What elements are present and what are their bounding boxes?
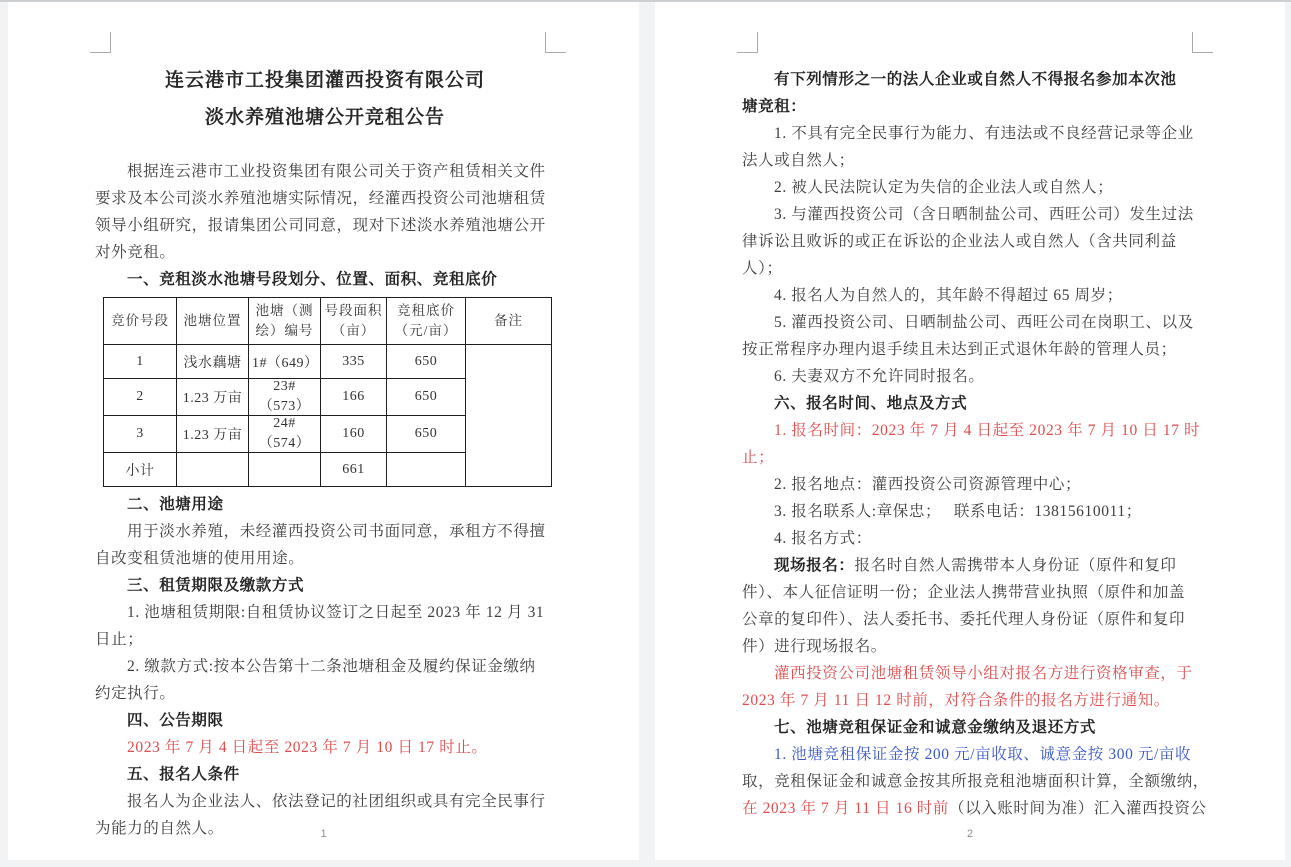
doc-line [742, 498, 1202, 525]
doc-run: 要求及本公司淡水养殖池塘实际情况，经灌西投资公司池塘租赁 [95, 190, 546, 207]
doc-run: 为能力的自然人。 [95, 820, 224, 837]
doc-run: 3. 与灌西投资公司（含日晒制盐公司、西旺公司）发生过法 [774, 206, 1194, 223]
section-heading [95, 707, 555, 734]
doc-title: 淡水养殖池塘公开竞租公告 [204, 107, 445, 128]
doc-run: 三、租赁期限及缴款方式 [127, 577, 305, 594]
doc-run: 2. 缴款方式:按本公告第十二条池塘租金及履约保证金缴纳 [127, 658, 536, 675]
doc-line [742, 471, 1202, 498]
table-cell: 335 [321, 345, 387, 379]
doc-line [742, 363, 1202, 390]
doc-run: 领导小组研究，报请集团公司同意，现对下述淡水养殖池塘公开 [95, 217, 546, 234]
section-heading [742, 390, 1202, 417]
doc-line [742, 660, 1202, 687]
spacer [95, 136, 555, 158]
section-heading [95, 266, 555, 293]
table-cell: 650 [387, 345, 466, 379]
doc-line [742, 768, 1209, 795]
doc-line [742, 633, 1202, 660]
table-cell [387, 453, 466, 487]
doc-line [742, 120, 1202, 147]
doc-line [742, 93, 1202, 120]
doc-line [95, 788, 555, 815]
doc-run: 自改变租赁池塘的使用用途。 [95, 550, 305, 567]
doc-run: 4. 报名方式： [774, 530, 872, 547]
doc-line [742, 66, 1202, 93]
table-cell: 650 [387, 379, 466, 416]
table-header-cell: 池塘（测绘）编号 [249, 298, 321, 345]
doc-run: 四、公告期限 [127, 712, 224, 729]
doc-line [742, 309, 1202, 336]
doc-line [742, 282, 1202, 309]
doc-line [742, 336, 1202, 363]
doc-run: 公章的复印件）、法人委托书、委托代理人身份证（原件和复印 [742, 611, 1186, 628]
doc-run: 按正常程序办理内退手续且未达到正式退休年龄的管理人员； [742, 341, 1177, 358]
doc-line [742, 741, 1202, 768]
doc-run: 1. 不具有完全民事行为能力、有违法或不良经营记录等企业 [774, 125, 1194, 142]
doc-run: 1. 池塘竞租保证金按 200 元/亩收取、诚意金按 300 元/亩收 [774, 746, 1192, 763]
doc-run: 现场报名： [774, 557, 855, 574]
table-cell: 小计 [104, 453, 177, 487]
pond-table [103, 297, 552, 487]
section-heading [95, 761, 555, 788]
doc-line [95, 626, 555, 653]
table-cell [249, 453, 321, 487]
doc-line [742, 174, 1202, 201]
doc-run: 报名人为企业法人、依法登记的社团组织或具有完全民事行 [127, 793, 546, 810]
table-cell: 3 [104, 416, 177, 453]
doc-line [742, 255, 1202, 282]
table-cell: 160 [321, 416, 387, 453]
doc-line [95, 545, 555, 572]
table-cell: 1#（649） [249, 345, 321, 379]
table-header-cell: 号段面积（亩） [321, 298, 387, 345]
doc-line [742, 147, 1202, 174]
doc-run: 日止； [95, 631, 144, 648]
doc-run: 5. 灌西投资公司、日晒制盐公司、西旺公司在岗职工、以及 [774, 314, 1194, 331]
doc-run: 七、池塘竞租保证金和诚意金缴纳及退还方式 [774, 719, 1097, 736]
doc-line [95, 653, 555, 680]
doc-line [95, 518, 555, 545]
section-heading [95, 572, 555, 599]
doc-line [742, 579, 1202, 606]
table-cell: 浅水藕塘 [177, 345, 249, 379]
doc-run: 约定执行。 [95, 685, 176, 702]
doc-run: 对外竞租。 [95, 244, 176, 261]
doc-line [95, 680, 555, 707]
doc-line [742, 228, 1202, 255]
table-header-cell: 竞价号段 [104, 298, 177, 345]
page-number: 2 [966, 828, 974, 840]
table-cell: 24#（574） [249, 416, 321, 453]
doc-run: 灌西投资公司池塘租赁领导小组对报名方进行资格审查，于 [774, 665, 1193, 682]
page-number: 1 [320, 828, 327, 840]
doc-run: 6. 夫妻双方不允许同时报名。 [774, 368, 985, 385]
document-page-1 [8, 2, 639, 860]
section-heading [95, 491, 555, 518]
doc-run: 1. 报名时间：2023 年 7 月 4 日起至 2023 年 7 月 10 日 17 时 [774, 422, 1201, 439]
doc-line [742, 417, 1202, 444]
doc-line [742, 606, 1202, 633]
doc-line [742, 201, 1202, 228]
doc-line [95, 185, 555, 212]
doc-run: 4. 报名人为自然人的，其年龄不得超过 65 周岁； [774, 287, 1123, 304]
doc-run: 3. 报名联系人:章保忠； 联系电话：13815610011； [774, 503, 1142, 520]
doc-run: 五、报名人条件 [127, 766, 240, 783]
doc-run: （以入账时间为准）汇入灌西投资公 [948, 800, 1207, 817]
section-heading [742, 714, 1202, 741]
doc-run: 件）、本人征信证明一份；企业法人携带营业执照（原件和加盖 [742, 584, 1186, 601]
table-cell [177, 453, 249, 487]
doc-run: 有下列情形之一的法人企业或自然人不得报名参加本次池 [774, 71, 1177, 88]
doc-line [95, 212, 555, 239]
doc-line [95, 158, 555, 185]
doc-run: 报名时自然人需携带本人身份证（原件和复印 [854, 557, 1177, 574]
doc-run: 1. 池塘租赁期限:自租赁协议签订之日起至 2023 年 12 月 31 [127, 604, 545, 621]
doc-line [95, 599, 555, 626]
doc-run: 塘竞租： [742, 98, 807, 115]
table-cell: 23#（573） [249, 379, 321, 416]
doc-run: 六、报名时间、地点及方式 [774, 395, 968, 412]
table-cell: 1 [104, 345, 177, 379]
table-cell: 661 [321, 453, 387, 487]
page-1-content [95, 2, 555, 842]
doc-run: 二、池塘用途 [127, 496, 224, 513]
doc-line [742, 444, 1202, 471]
table-cell: 166 [321, 379, 387, 416]
doc-line [742, 552, 1202, 579]
doc-line [95, 239, 555, 266]
doc-run: 2023 年 7 月 4 日起至 2023 年 7 月 10 日 17 时止。 [127, 739, 488, 756]
table-cell: 1.23 万亩 [177, 416, 249, 453]
page-2-content [742, 2, 1209, 822]
doc-run: 律诉讼且败诉的或正在诉讼的企业法人或自然人（含共同利益 [742, 233, 1177, 250]
doc-title: 连云港市工投集团灌西投资有限公司 [164, 70, 485, 91]
doc-run: 件）进行现场报名。 [742, 638, 887, 655]
table-row [104, 345, 552, 379]
doc-line [95, 734, 555, 761]
doc-line [742, 795, 1207, 822]
table-header-cell: 池塘位置 [177, 298, 249, 345]
table-header-row [104, 298, 552, 345]
doc-run: 人）； [742, 260, 783, 277]
table-cell: 1.23 万亩 [177, 379, 249, 416]
doc-run: 2. 报名地点：灌西投资公司资源管理中心； [774, 476, 1082, 493]
doc-run: 2023 年 7 月 11 日 12 时前，对符合条件的报名方进行通知。 [742, 692, 1170, 709]
doc-line [742, 687, 1202, 714]
doc-run: 法人或自然人； [742, 152, 855, 169]
doc-run: 2. 被人民法院认定为失信的企业法人或自然人； [774, 179, 1114, 196]
doc-line [742, 525, 1202, 552]
doc-run: 取，竞租保证金和诚意金按其所报竞租池塘面积计算，全额缴纳， [742, 773, 1209, 790]
table-remark-cell [466, 345, 552, 487]
table-header-cell: 竞租底价（元/亩） [387, 298, 466, 345]
table-cell: 2 [104, 379, 177, 416]
doc-run: 用于淡水养殖，未经灌西投资公司书面同意，承租方不得擅 [127, 523, 546, 540]
doc-run: 一、竞租淡水池塘号段划分、位置、面积、竞租底价 [127, 271, 498, 288]
doc-run: 止； [742, 449, 775, 466]
table-header-cell: 备注 [466, 298, 552, 345]
table-cell: 650 [387, 416, 466, 453]
doc-run: 在 2023 年 7 月 11 日 16 时前 [742, 800, 949, 817]
doc-run: 根据连云港市工业投资集团有限公司关于资产租赁相关文件 [127, 163, 546, 180]
document-page-2 [655, 2, 1285, 860]
